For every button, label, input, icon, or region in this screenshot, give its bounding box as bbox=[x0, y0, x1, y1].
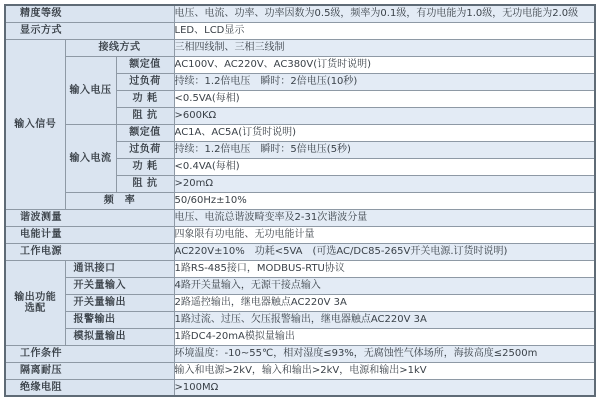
value-display-mode: LED、LCD显示 bbox=[174, 22, 595, 39]
value-voltage-rated: AC100V、AC220V、AC380V(订货时说明) bbox=[174, 56, 595, 73]
label-wiring-mode: 接线方式 bbox=[65, 39, 174, 56]
table-row bbox=[5, 192, 595, 209]
label-alarm-output: 报警输出 bbox=[65, 311, 174, 328]
label-digital-output: 开关量输出 bbox=[65, 294, 174, 311]
table-row bbox=[5, 209, 595, 226]
value-frequency: 50/60Hz±10% bbox=[174, 192, 595, 209]
value-wiring-mode: 三相四线制、三相三线制 bbox=[174, 39, 595, 56]
value-current-rated: AC1A、AC5A(订货时说明) bbox=[174, 124, 595, 141]
table-row bbox=[5, 226, 595, 243]
value-accuracy-class: 电压、电流、功率、功率因数为0.5级，频率为0.1级，有功电能为1.0级，无功电能为2.0级 bbox=[174, 5, 595, 22]
value-working-conditions: 环境温度：-10~55℃，相对湿度≤93%，无腐蚀性气体场所，海拔高度≤2500m bbox=[174, 345, 595, 362]
label-current-consumption: 功 耗 bbox=[116, 158, 174, 175]
table-row bbox=[5, 345, 595, 362]
table-row bbox=[5, 5, 595, 22]
value-insulation-resistance: >100MΩ bbox=[174, 379, 595, 396]
value-energy-metering: 四象限有功电能、无功电能计量 bbox=[174, 226, 595, 243]
label-frequency: 频 率 bbox=[65, 192, 174, 209]
table-row bbox=[5, 311, 595, 328]
label-voltage-overload: 过负荷 bbox=[116, 73, 174, 90]
value-current-consumption: <0.4VA(每相) bbox=[174, 158, 595, 175]
value-digital-output: 2路遥控输出，继电器触点AC220V 3A bbox=[174, 294, 595, 311]
value-digital-input: 4路开关量输入，无源干接点输入 bbox=[174, 277, 595, 294]
group-label-input-voltage: 输入电压 bbox=[65, 56, 116, 124]
label-current-rated: 额定值 bbox=[116, 124, 174, 141]
value-harmonic-measurement: 电压、电流总谐波畸变率及2-31次谐波分量 bbox=[174, 209, 595, 226]
group-label-input-current: 输入电流 bbox=[65, 124, 116, 192]
label-insulation-resistance: 绝缘电阻 bbox=[5, 379, 174, 396]
table-row bbox=[5, 243, 595, 260]
value-voltage-overload: 持续：1.2倍电压 瞬时：2倍电压(10秒) bbox=[174, 73, 595, 90]
value-working-power: AC220V±10% 功耗<5VA (可选AC/DC85-265V开关电源.订货时说明) bbox=[174, 243, 595, 260]
label-accuracy-class: 精度等级 bbox=[5, 5, 174, 22]
value-current-impedance: >20mΩ bbox=[174, 175, 595, 192]
table-row bbox=[5, 294, 595, 311]
table-row bbox=[5, 379, 595, 396]
label-voltage-impedance: 阻 抗 bbox=[116, 107, 174, 124]
label-digital-input: 开关量输入 bbox=[65, 277, 174, 294]
label-comm-interface: 通讯接口 bbox=[65, 260, 174, 277]
table-row bbox=[5, 124, 595, 141]
group-label-output-options-line2: 选配 bbox=[24, 302, 46, 314]
label-current-impedance: 阻 抗 bbox=[116, 175, 174, 192]
label-current-overload: 过负荷 bbox=[116, 141, 174, 158]
table-row bbox=[5, 277, 595, 294]
label-working-conditions: 工作条件 bbox=[5, 345, 174, 362]
table-row bbox=[5, 39, 595, 56]
label-working-power: 工作电源 bbox=[5, 243, 174, 260]
value-alarm-output: 1路过流、过压、欠压报警输出，继电器触点AC220V 3A bbox=[174, 311, 595, 328]
value-comm-interface: 1路RS-485接口，MODBUS-RTU协议 bbox=[174, 260, 595, 277]
value-voltage-consumption: <0.5VA(每相) bbox=[174, 90, 595, 107]
label-analog-output: 模拟量输出 bbox=[65, 328, 174, 345]
value-isolation-withstand: 输入和电源>2kV，输入和输出>2kV，电源和输出>1kV bbox=[174, 362, 595, 379]
value-analog-output: 1路DC4-20mA模拟量输出 bbox=[174, 328, 595, 345]
group-label-input-signal: 输入信号 bbox=[5, 39, 65, 209]
label-harmonic-measurement: 谐波测量 bbox=[5, 209, 174, 226]
table-row bbox=[5, 328, 595, 345]
specification-table bbox=[4, 4, 596, 397]
table-row bbox=[5, 260, 595, 277]
label-energy-metering: 电能计量 bbox=[5, 226, 174, 243]
label-voltage-consumption: 功 耗 bbox=[116, 90, 174, 107]
group-label-output-options-line1: 输出功能 bbox=[14, 291, 57, 303]
table-row bbox=[5, 56, 595, 73]
group-label-output-options bbox=[5, 260, 65, 345]
value-current-overload: 持续：1.2倍电压 瞬时：5倍电压(5秒) bbox=[174, 141, 595, 158]
value-voltage-impedance: >600KΩ bbox=[174, 107, 595, 124]
table-row bbox=[5, 362, 595, 379]
label-voltage-rated: 额定值 bbox=[116, 56, 174, 73]
table-row bbox=[5, 22, 595, 39]
label-display-mode: 显示方式 bbox=[5, 22, 174, 39]
label-isolation-withstand: 隔离耐压 bbox=[5, 362, 174, 379]
